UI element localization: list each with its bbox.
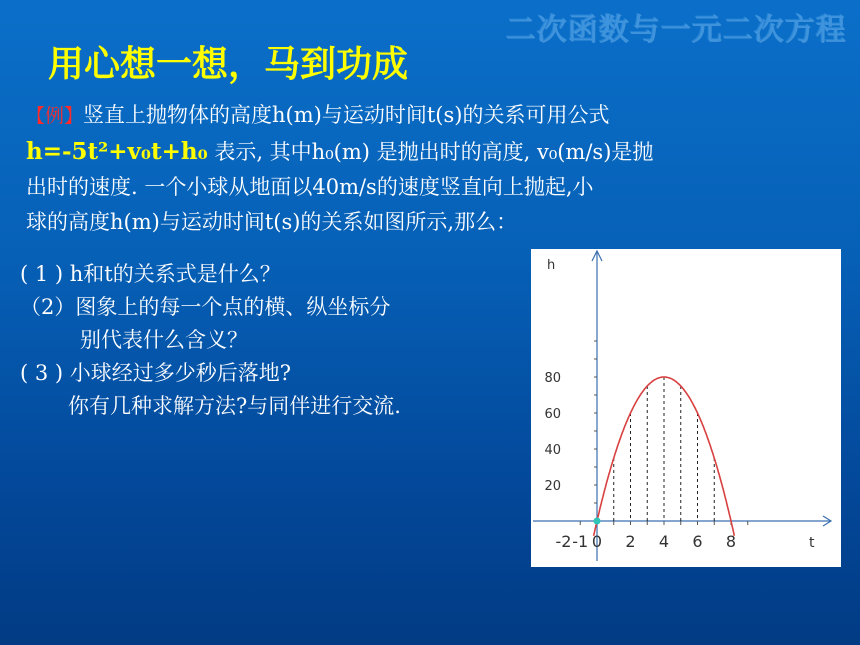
- x-tick-label: 0: [591, 532, 603, 551]
- question-3-line-2: 你有几种求解方法?与同伴进行交流.: [68, 394, 401, 418]
- question-list: [20, 258, 520, 423]
- question-3-line-1: ( 3 ) 小球经过多少秒后落地?: [20, 361, 292, 385]
- problem-text-2: 表示, 其中h₀(m) 是抛出时的高度, v₀(m/s)是抛: [207, 140, 654, 164]
- formula: h=-5t²+v₀t+h₀: [26, 138, 208, 165]
- y-tick-label: 40: [544, 443, 561, 458]
- x-tick-label: 6: [692, 532, 703, 551]
- question-2-line-1: （2）图象上的每一个点的横、纵坐标分: [20, 295, 391, 319]
- y-tick-label: 20: [544, 479, 561, 494]
- problem-statement: [26, 98, 816, 240]
- question-2-line-2: 别代表什么含义？: [80, 328, 248, 352]
- y-axis-label: h: [547, 258, 556, 273]
- problem-line-4: 球的高度h(m)与运动时间t(s)的关系如图所示,那么：: [26, 210, 518, 234]
- example-tag: 【例】: [26, 105, 84, 127]
- x-tick-label: 2: [625, 532, 636, 551]
- x-tick-label: 8: [725, 532, 737, 551]
- problem-text-1: 竖直上抛物体的高度h(m)与运动时间t(s)的关系可用公式: [83, 103, 610, 127]
- x-tick-label: 4: [658, 532, 670, 551]
- height-time-graph: [531, 249, 841, 567]
- x-tick-label: -2: [555, 532, 572, 551]
- origin-point: [594, 518, 601, 525]
- question-1: ( 1 ) h和t的关系式是什么？: [20, 262, 281, 286]
- problem-line-2: [26, 134, 816, 170]
- y-tick-label: 80: [544, 371, 561, 386]
- problem-line-3: 出时的速度. 一个小球从地面以40m/s的速度竖直向上抛起,小: [26, 175, 594, 199]
- slide-title: 用心想一想，马到功成: [48, 44, 409, 85]
- y-tick-label: 60: [544, 407, 561, 422]
- graph-svg: [531, 249, 841, 567]
- header-decoration-title: 二次函数与一元二次方程: [505, 12, 846, 47]
- x-tick-label: -1: [572, 532, 589, 551]
- problem-line-1: [26, 98, 816, 134]
- x-axis-label: t: [809, 535, 815, 551]
